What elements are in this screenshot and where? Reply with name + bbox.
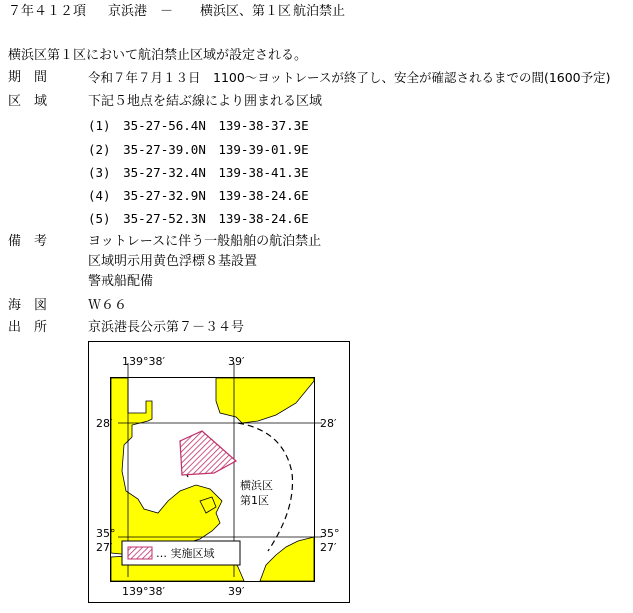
area-label: 区 域 — [8, 94, 48, 109]
legend-text: … 実施区域 — [156, 547, 215, 560]
lon-label-top-right: 39′ — [228, 355, 245, 368]
lat-label-bottom-right-min: 27′ — [320, 541, 337, 554]
area-label-yokohama: 横浜区 — [240, 479, 273, 492]
intro-text: 横浜区第１区において航泊禁止区域が設定される。 — [8, 48, 308, 63]
area-point-4: (4) 35-27-32.9N 139-38-24.6E — [88, 188, 309, 203]
source-value: 京浜港長公示第７－３４号 — [88, 320, 245, 335]
lon-label-bottom-right: 39′ — [228, 585, 245, 598]
area-name: 横浜区、第１区 — [200, 4, 292, 19]
remarks-label: 備 考 — [8, 234, 48, 249]
remarks-line-3: 警戒船配備 — [88, 274, 154, 289]
remarks-line-1: ヨットレースに伴う一般船舶の航泊禁止 — [88, 234, 322, 249]
area-map — [88, 341, 350, 603]
chart-label: 海 図 — [8, 298, 48, 313]
chart-value: Ｗ６６ — [88, 298, 128, 313]
lon-label-bottom-left: 139°38′ — [122, 585, 165, 598]
remarks-line-2: 区域明示用黄色浮標８基設置 — [88, 254, 258, 269]
area-point-1: (1) 35-27-56.4N 139-38-37.3E — [88, 118, 309, 133]
area-point-3: (3) 35-27-32.4N 139-38-41.3E — [88, 165, 309, 180]
legend-swatch — [128, 547, 152, 559]
area-point-5: (5) 35-27-52.3N 139-38-24.6E — [88, 211, 309, 226]
period-label: 期 間 — [8, 70, 48, 85]
lat-label-bottom-left-min: 27′ — [96, 541, 113, 554]
area-label-district-1: 第1区 — [240, 494, 269, 507]
lat-label-top-left: 28′ — [96, 417, 113, 430]
lat-label-bottom-right-deg: 35° — [320, 527, 340, 540]
port-name: 京浜港 — [108, 4, 148, 19]
area-point-2: (2) 35-27-39.0N 139-39-01.9E — [88, 142, 309, 157]
area-description: 下記５地点を結ぶ線により囲まれる区域 — [88, 94, 323, 109]
notice-subject: 航泊禁止 — [293, 4, 346, 19]
lat-label-bottom-left-deg: 35° — [96, 527, 116, 540]
lat-label-top-right: 28′ — [320, 417, 337, 430]
period-value: 令和７年７月１３日 1100～ヨットレースが終了し、安全が確認されるまでの間(1600予定) — [88, 70, 611, 85]
lon-label-top-left: 139°38′ — [122, 355, 165, 368]
source-label: 出 所 — [8, 320, 48, 335]
notice-number: ７年４１２項 — [8, 4, 87, 19]
header-dash: － — [160, 4, 174, 19]
